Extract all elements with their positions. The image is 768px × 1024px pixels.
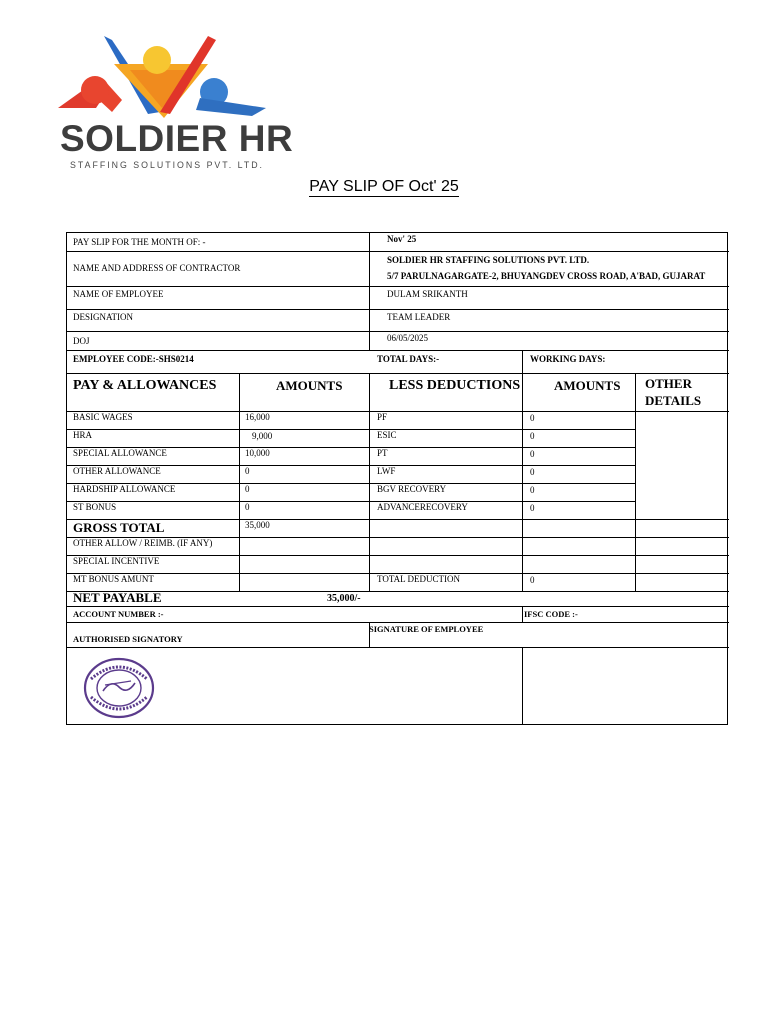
deduction-amount: 0 (530, 413, 535, 423)
deduction-label: ADVANCERECOVERY (377, 502, 468, 512)
column-divider (522, 647, 523, 725)
account-number-label: ACCOUNT NUMBER :- (73, 609, 164, 619)
earning-amount: 0 (245, 466, 250, 476)
deduction-label: PT (377, 448, 388, 458)
earning-amount: 10,000 (245, 448, 270, 458)
other-reimb-label: OTHER ALLOW / REIMB. (IF ANY) (73, 538, 213, 548)
title-text: PAY SLIP OF Oct' 25 (309, 178, 459, 195)
month-value: Nov' 25 (387, 234, 417, 244)
month-label: PAY SLIP FOR THE MONTH OF: - (73, 237, 206, 247)
column-divider (522, 350, 523, 373)
contractor-label: NAME AND ADDRESS OF CONTRACTOR (73, 263, 241, 273)
earning-amount: 16,000 (245, 412, 270, 422)
designation-label: DESIGNATION (73, 312, 133, 322)
row-divider (67, 555, 729, 556)
payslip-table (66, 232, 728, 725)
deduction-label: LWF (377, 466, 396, 476)
deduction-amount: 0 (530, 431, 535, 441)
earning-label: ST BONUS (73, 502, 117, 512)
page-title (0, 178, 768, 196)
header-amounts-deduction: AMOUNTS (554, 378, 621, 393)
header-pay-allowances: PAY & ALLOWANCES (73, 378, 217, 393)
designation-value: TEAM LEADER (387, 312, 451, 322)
deduction-label: ESIC (377, 430, 397, 440)
row-divider (67, 286, 729, 287)
deduction-amount: 0 (530, 503, 535, 513)
deduction-amount: 0 (530, 449, 535, 459)
earning-label: OTHER ALLOWANCE (73, 466, 161, 476)
earning-amount: 0 (245, 502, 250, 512)
column-divider (369, 373, 370, 591)
people-figures-icon (52, 30, 272, 125)
employee-name-label: NAME OF EMPLOYEE (73, 289, 164, 299)
employee-signature-label: SIGNATURE OF EMPLOYEE (369, 624, 484, 634)
total-deduction-value: 0 (530, 575, 535, 585)
earning-label: SPECIAL ALLOWANCE (73, 448, 167, 458)
header-amounts: AMOUNTS (276, 378, 343, 393)
column-divider (369, 233, 370, 350)
earning-label: HRA (73, 430, 93, 440)
employee-name-value: DULAM SRIKANTH (387, 289, 468, 299)
ifsc-code-label: IFSC CODE :- (524, 609, 578, 619)
column-divider (635, 373, 636, 591)
total-days: TOTAL DAYS:- (377, 354, 440, 364)
row-divider (67, 501, 635, 502)
stamp-seal-icon (83, 657, 155, 719)
net-payable-value: 35,000/- (327, 593, 361, 604)
row-divider (67, 373, 729, 374)
deduction-amount: 0 (530, 467, 535, 477)
column-divider (522, 606, 523, 622)
row-divider (67, 251, 729, 252)
row-divider (67, 411, 729, 412)
company-logo (52, 30, 294, 175)
header-less-deductions: LESS DEDUCTIONS (389, 378, 521, 393)
contractor-address: 5/7 PARULNAGARGATE-2, BHUYANGDEV CROSS ROAD, A'BAD, GUJARAT (387, 271, 706, 281)
doj-label: DOJ (73, 336, 90, 346)
company-stamp (83, 657, 155, 717)
header-other: OTHER (645, 376, 692, 391)
row-divider (67, 350, 729, 351)
row-divider (67, 606, 729, 607)
row-divider (67, 519, 729, 520)
deduction-label: PF (377, 412, 388, 422)
deduction-label: BGV RECOVERY (377, 484, 447, 494)
authorised-signatory-label: AUTHORISED SIGNATORY (73, 634, 183, 644)
row-divider (67, 591, 729, 592)
earning-amount: 9,000 (252, 431, 273, 441)
brand-name: SOLDIER HR (60, 118, 294, 159)
gross-total-value: 35,000 (245, 520, 270, 530)
column-divider (239, 373, 240, 591)
brand-tagline: STAFFING SOLUTIONS PVT. LTD. (70, 160, 264, 170)
header-details: DETAILS (645, 393, 702, 408)
row-divider (67, 622, 729, 623)
gross-total-label: GROSS TOTAL (73, 520, 165, 535)
working-days: WORKING DAYS: (530, 354, 606, 364)
row-divider (67, 309, 729, 310)
row-divider (67, 429, 635, 430)
mt-bonus-label: MT BONUS AMUNT (73, 574, 154, 584)
total-deduction-label: TOTAL DEDUCTION (377, 574, 461, 584)
earning-label: BASIC WAGES (73, 412, 133, 422)
deduction-amount: 0 (530, 485, 535, 495)
employee-code: EMPLOYEE CODE:-SHS0214 (73, 354, 194, 364)
special-incentive-label: SPECIAL INCENTIVE (73, 556, 160, 566)
column-divider (522, 373, 523, 591)
net-payable-label: NET PAYABLE (73, 590, 162, 605)
doj-value: 06/05/2025 (387, 333, 429, 343)
contractor-name: SOLDIER HR STAFFING SOLUTIONS PVT. LTD. (387, 255, 590, 265)
row-divider (67, 331, 729, 332)
row-divider (67, 647, 729, 648)
earning-amount: 0 (245, 484, 250, 494)
earning-label: HARDSHIP ALLOWANCE (73, 484, 176, 494)
